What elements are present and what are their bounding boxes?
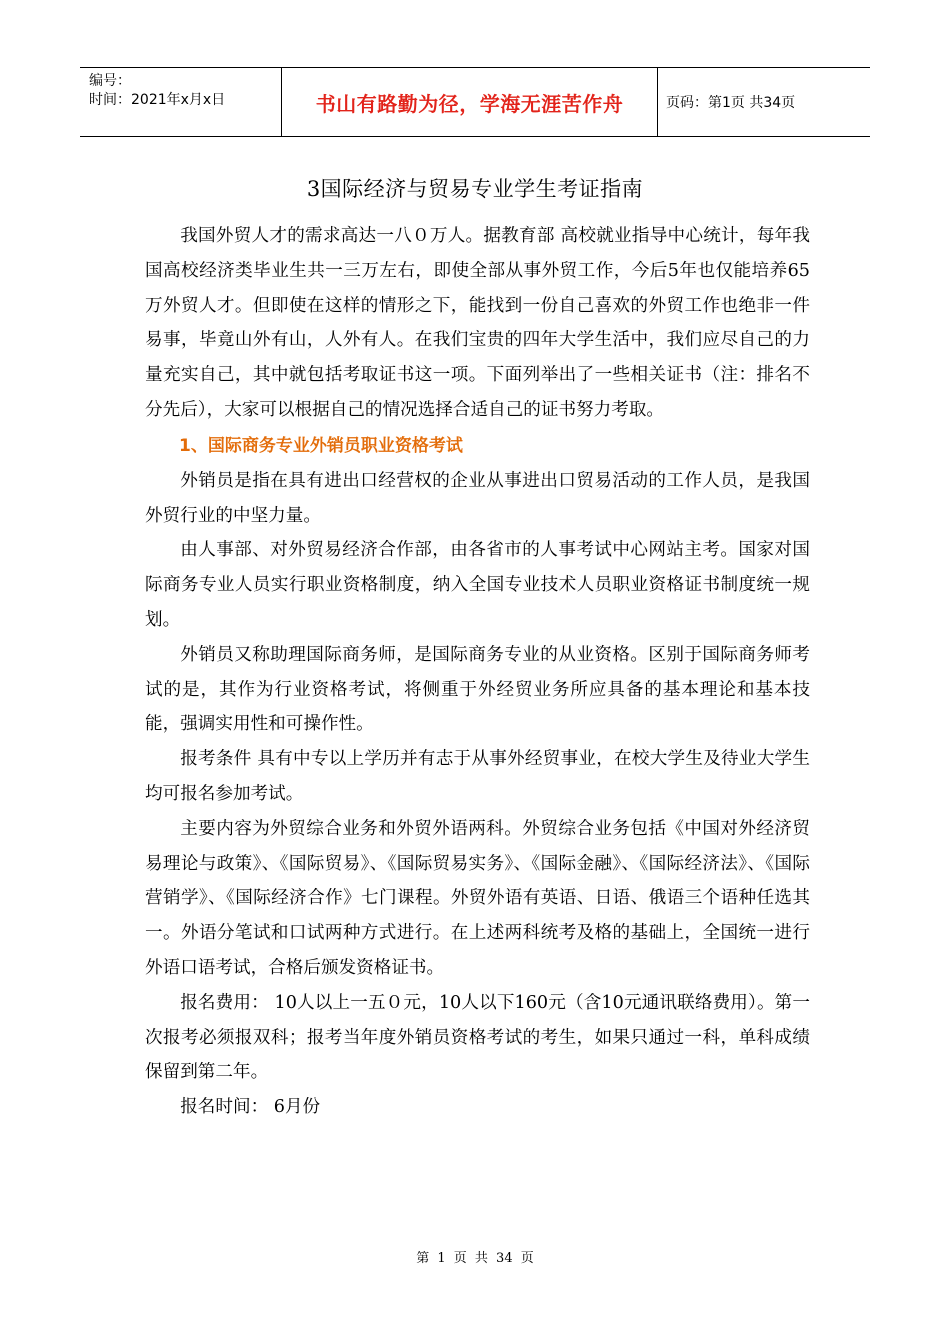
paragraph: 由人事部、对外贸易经济合作部，由各省市的人事考试中心网站主考。国家对国际商务专业人员实行职业资格制度，纳入全国专业技术人员职业资格证书制度统一规划。 — [145, 540, 810, 630]
section-heading: 1、国际商务专业外销员职业资格考试 — [179, 435, 463, 456]
header-page-info: 页码：第1页 共34页 — [666, 95, 796, 111]
paragraph: 外销员是指在具有进出口经营权的企业从事进出口贸易活动的工作人员，是我国外贸行业的中坚力量。 — [145, 470, 810, 526]
document-body — [145, 219, 810, 1125]
page-header — [80, 67, 870, 137]
paragraph-intro: 我国外贸人才的需求高达一八０万人。据教育部 高校就业指导中心统计，每年我国高校经济类毕业生共一三万左右，即使全部从事外贸工作，今后5年也仅能培养65万外贸人才。但即使在这样的情形之下，能找到一份自己喜欢的外贸工作也绝非一件易事，毕竟山外有山，人外有人。在我们宝贵的四年大学生活中，我们应尽自己的力量充实自己，其中就包括考取证书这一项。下面列举出了一些相关证书（注：排名不分先后），大家可以根据自己的情况选择合适自己的证书努力考取。 — [145, 226, 810, 420]
header-code-label: 编号： — [89, 73, 131, 89]
header-motto: 书山有路勤为径，学海无涯苦作舟 — [282, 68, 658, 136]
header-time-label: 时间：2021年x月x日 — [89, 92, 226, 108]
paragraph: 报考条件 具有中专以上学历并有志于从事外经贸事业，在校大学生及待业大学生均可报名参加考试。 — [145, 749, 810, 804]
header-meta — [80, 68, 282, 136]
paragraph: 报名费用： 10人以上一五０元，10人以下160元（含10元通讯联络费用）。第一次报考必须报双科；报考当年度外销员资格考试的考生，如果只通过一科，单科成绩保留到第二年。 — [145, 992, 810, 1083]
paragraph: 主要内容为外贸综合业务和外贸外语两科。外贸综合业务包括《中国对外经济贸易理论与政策》、《国际贸易》、《国际贸易实务》、《国际金融》、《国际经济法》、《国际营销学》、《国际经济合作》七门课程。外贸外语有英语、日语、俄语三个语种任选其一。外语分笔试和口试两种方式进行。在上述两科统考及格的基础上，全国统一进行外语口语考试，合格后颁发资格证书。 — [145, 818, 810, 978]
page-footer: 第 1 页 共 34 页 — [416, 1251, 534, 1266]
paragraph: 外销员又称助理国际商务师，是国际商务专业的从业资格。区别于国际商务师考试的是，其作为行业资格考试，将侧重于外经贸业务所应具备的基本理论和基本技能，强调实用性和可操作性。 — [145, 644, 810, 735]
paragraph: 报名时间： 6月份 — [180, 1097, 321, 1118]
document-title: 3国际经济与贸易专业学生考证指南 — [306, 177, 644, 201]
